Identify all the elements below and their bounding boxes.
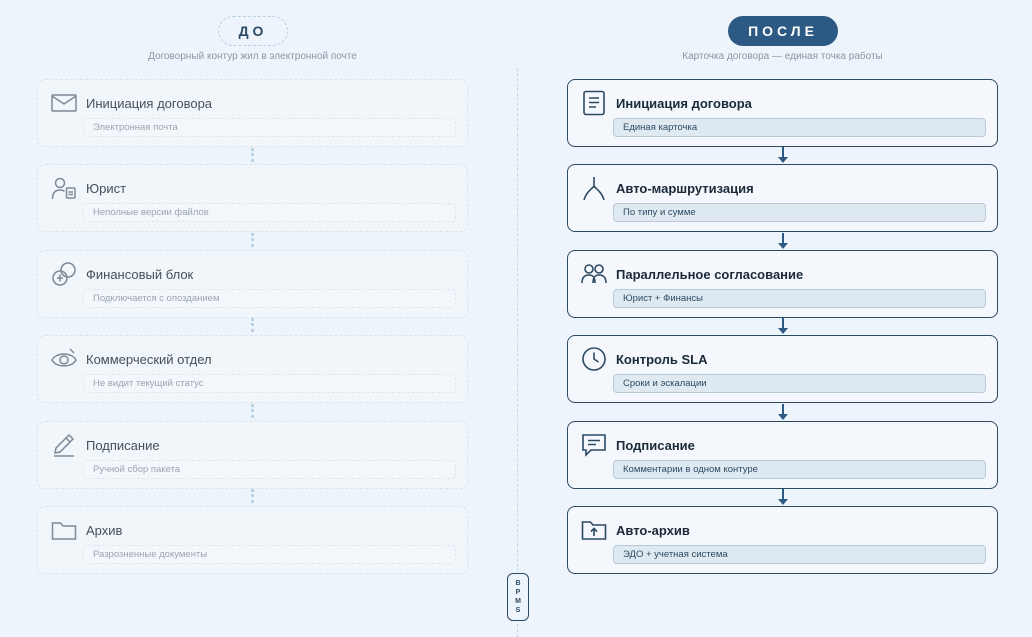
route-split-icon — [581, 175, 607, 201]
after-step-routing — [567, 164, 998, 232]
step-tag: ЭДО + учетная система — [613, 545, 986, 564]
step-title: Инициация договора — [616, 96, 752, 111]
step-title: Контроль SLA — [616, 352, 708, 367]
step-title: Коммерческий отдел — [86, 352, 212, 367]
step-tag: Подключается с опозданием — [83, 289, 456, 308]
after-subtitle: Карточка договора — единая точка работы — [682, 51, 883, 62]
step-tag: Разрозненные документы — [83, 545, 456, 564]
step-title: Параллельное согласование — [616, 267, 804, 282]
before-step-archive — [37, 506, 468, 574]
bpms-label — [507, 573, 529, 621]
dotted-connector — [251, 404, 254, 418]
bpms-letter: P — [515, 589, 521, 596]
dotted-connector — [251, 489, 254, 503]
dotted-connector — [251, 318, 254, 332]
step-title: Юрист — [86, 181, 127, 196]
after-badge: ПОСЛЕ — [728, 16, 838, 46]
after-step-approval — [567, 250, 998, 318]
step-tag: По типу и сумме — [613, 203, 986, 222]
column-divider — [515, 68, 521, 637]
arrow-down — [780, 318, 786, 335]
mail-icon — [51, 90, 77, 116]
before-step-lawyer — [37, 164, 468, 232]
before-step-finance — [37, 250, 468, 318]
step-tag: Не видит текущий статус — [83, 374, 456, 393]
after-step-initiation — [567, 79, 998, 147]
users-icon — [581, 261, 607, 287]
before-step-initiation — [37, 79, 468, 147]
step-title: Авто-архив — [616, 523, 690, 538]
before-badge: ДО — [218, 16, 288, 46]
step-tag: Комментарии в одном контуре — [613, 460, 986, 479]
bpms-letter: S — [515, 607, 521, 614]
step-title: Авто-маршрутизация — [616, 181, 754, 196]
step-tag: Юрист + Финансы — [613, 289, 986, 308]
bpms-letter: M — [515, 598, 521, 605]
step-tag: Ручной сбор пакета — [83, 460, 456, 479]
after-step-signing — [567, 421, 998, 489]
arrow-down — [780, 147, 786, 164]
comment-icon — [581, 432, 607, 458]
step-title: Подписание — [86, 438, 160, 453]
dotted-connector — [251, 233, 254, 247]
step-tag: Неполные версии файлов — [83, 203, 456, 222]
folder-icon — [51, 517, 77, 543]
step-title: Инициация договора — [86, 96, 213, 111]
arrow-down — [780, 233, 786, 250]
step-tag: Сроки и эскалации — [613, 374, 986, 393]
before-step-commercial — [37, 335, 468, 403]
before-subtitle: Договорный контур жил в электронной почте — [148, 51, 357, 62]
after-step-sla — [567, 335, 998, 403]
before-step-signing — [37, 421, 468, 489]
arrow-down — [780, 404, 786, 421]
step-title: Подписание — [616, 438, 695, 453]
dotted-connector — [251, 148, 254, 162]
eye-off-icon — [51, 346, 77, 372]
clock-icon — [581, 346, 607, 372]
after-step-archive — [567, 506, 998, 574]
folder-upload-icon — [581, 517, 607, 543]
step-tag: Единая карточка — [613, 118, 986, 137]
pen-icon — [51, 432, 77, 458]
bpms-letter: B — [515, 580, 521, 587]
step-tag: Электронная почта — [83, 118, 456, 137]
document-icon — [581, 90, 607, 116]
step-title: Архив — [86, 523, 123, 538]
arrow-down — [780, 489, 786, 506]
lawyer-icon — [51, 175, 77, 201]
finance-icon — [51, 261, 77, 287]
step-title: Финансовый блок — [86, 267, 194, 282]
